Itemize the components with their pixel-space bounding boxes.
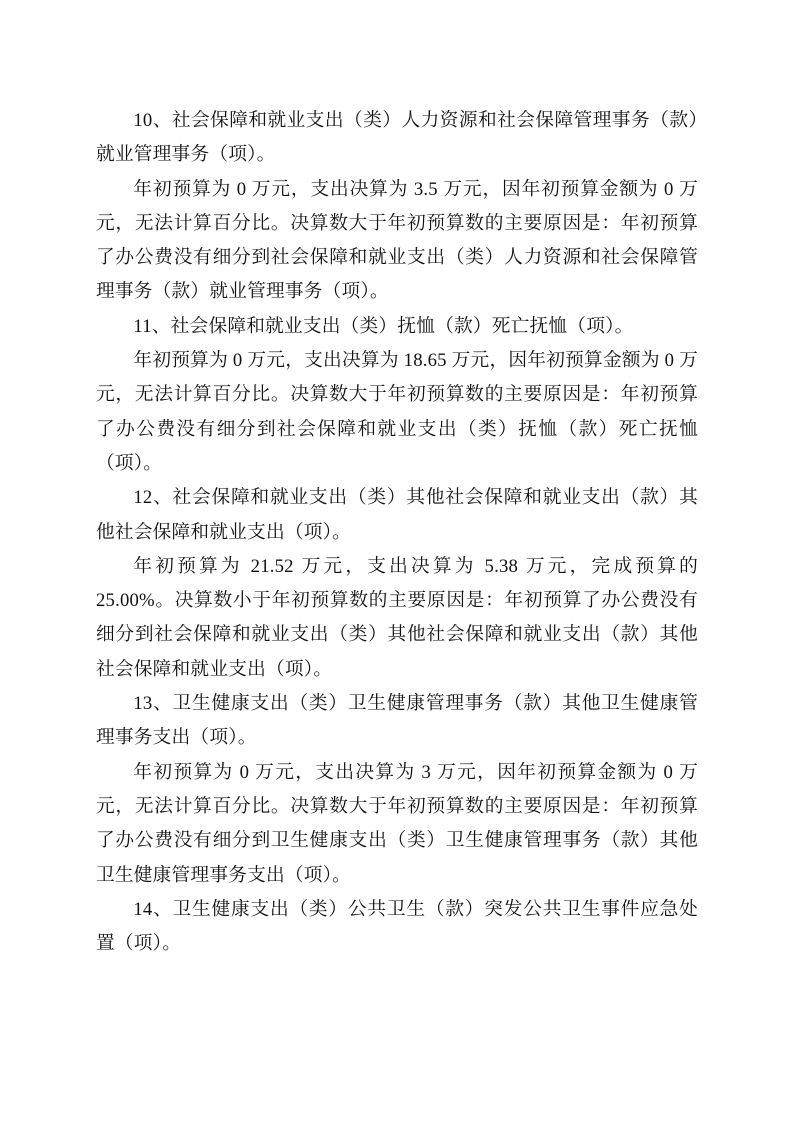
document-body: [96, 104, 698, 961]
item-13-title: 13、卫生健康支出（类）卫生健康管理事务（款）其他卫生健康管理事务支出（项）。: [96, 693, 698, 749]
item-10-title: 10、社会保障和就业支出（类）人力资源和社会保障管理事务（款）就业管理事务（项）。: [96, 110, 698, 166]
item-11-title: 11、社会保障和就业支出（类）抚恤（款）死亡抚恤（项）。: [133, 315, 634, 337]
item-11-detail: 年初预算为 0 万元，支出决算为 18.65 万元，因年初预算金额为 0 万元，无法计算百分比。决算数大于年初预算数的主要原因是：年初预算了办公费没有细分到社会保障和就业支出（类）抚恤（款）死亡抚恤（项）。: [96, 350, 698, 474]
item-14-title: 14、卫生健康支出（类）公共卫生（款）突发公共卫生事件应急处置（项）。: [96, 898, 698, 955]
item-12-title: 12、社会保障和就业支出（类）其他社会保障和就业支出（款）其他社会保障和就业支出（项）。: [96, 487, 698, 543]
item-10-detail: 年初预算为 0 万元，支出决算为 3.5 万元，因年初预算金额为 0 万元，无法计算百分比。决算数大于年初预算数的主要原因是：年初预算了办公费没有细分到社会保障和就业支出（类）人力资源和社会保障管理事务（款）就业管理事务（项）。: [96, 178, 698, 303]
item-12-detail: 年初预算为 21.52 万元，支出决算为 5.38 万元，完成预算的 25.00%。决算数小于年初预算数的主要原因是：年初预算了办公费没有细分到社会保障和就业支出（类）其他社会保障和就业支出（款）其他社会保障和就业支出（项）。: [96, 555, 698, 680]
item-13-detail: 年初预算为 0 万元，支出决算为 3 万元，因年初预算金额为 0 万元，无法计算百分比。决算数大于年初预算数的主要原因是：年初预算了办公费没有细分到卫生健康支出（类）卫生健康管理事务（款）其他卫生健康管理事务支出（项）。: [96, 761, 698, 886]
